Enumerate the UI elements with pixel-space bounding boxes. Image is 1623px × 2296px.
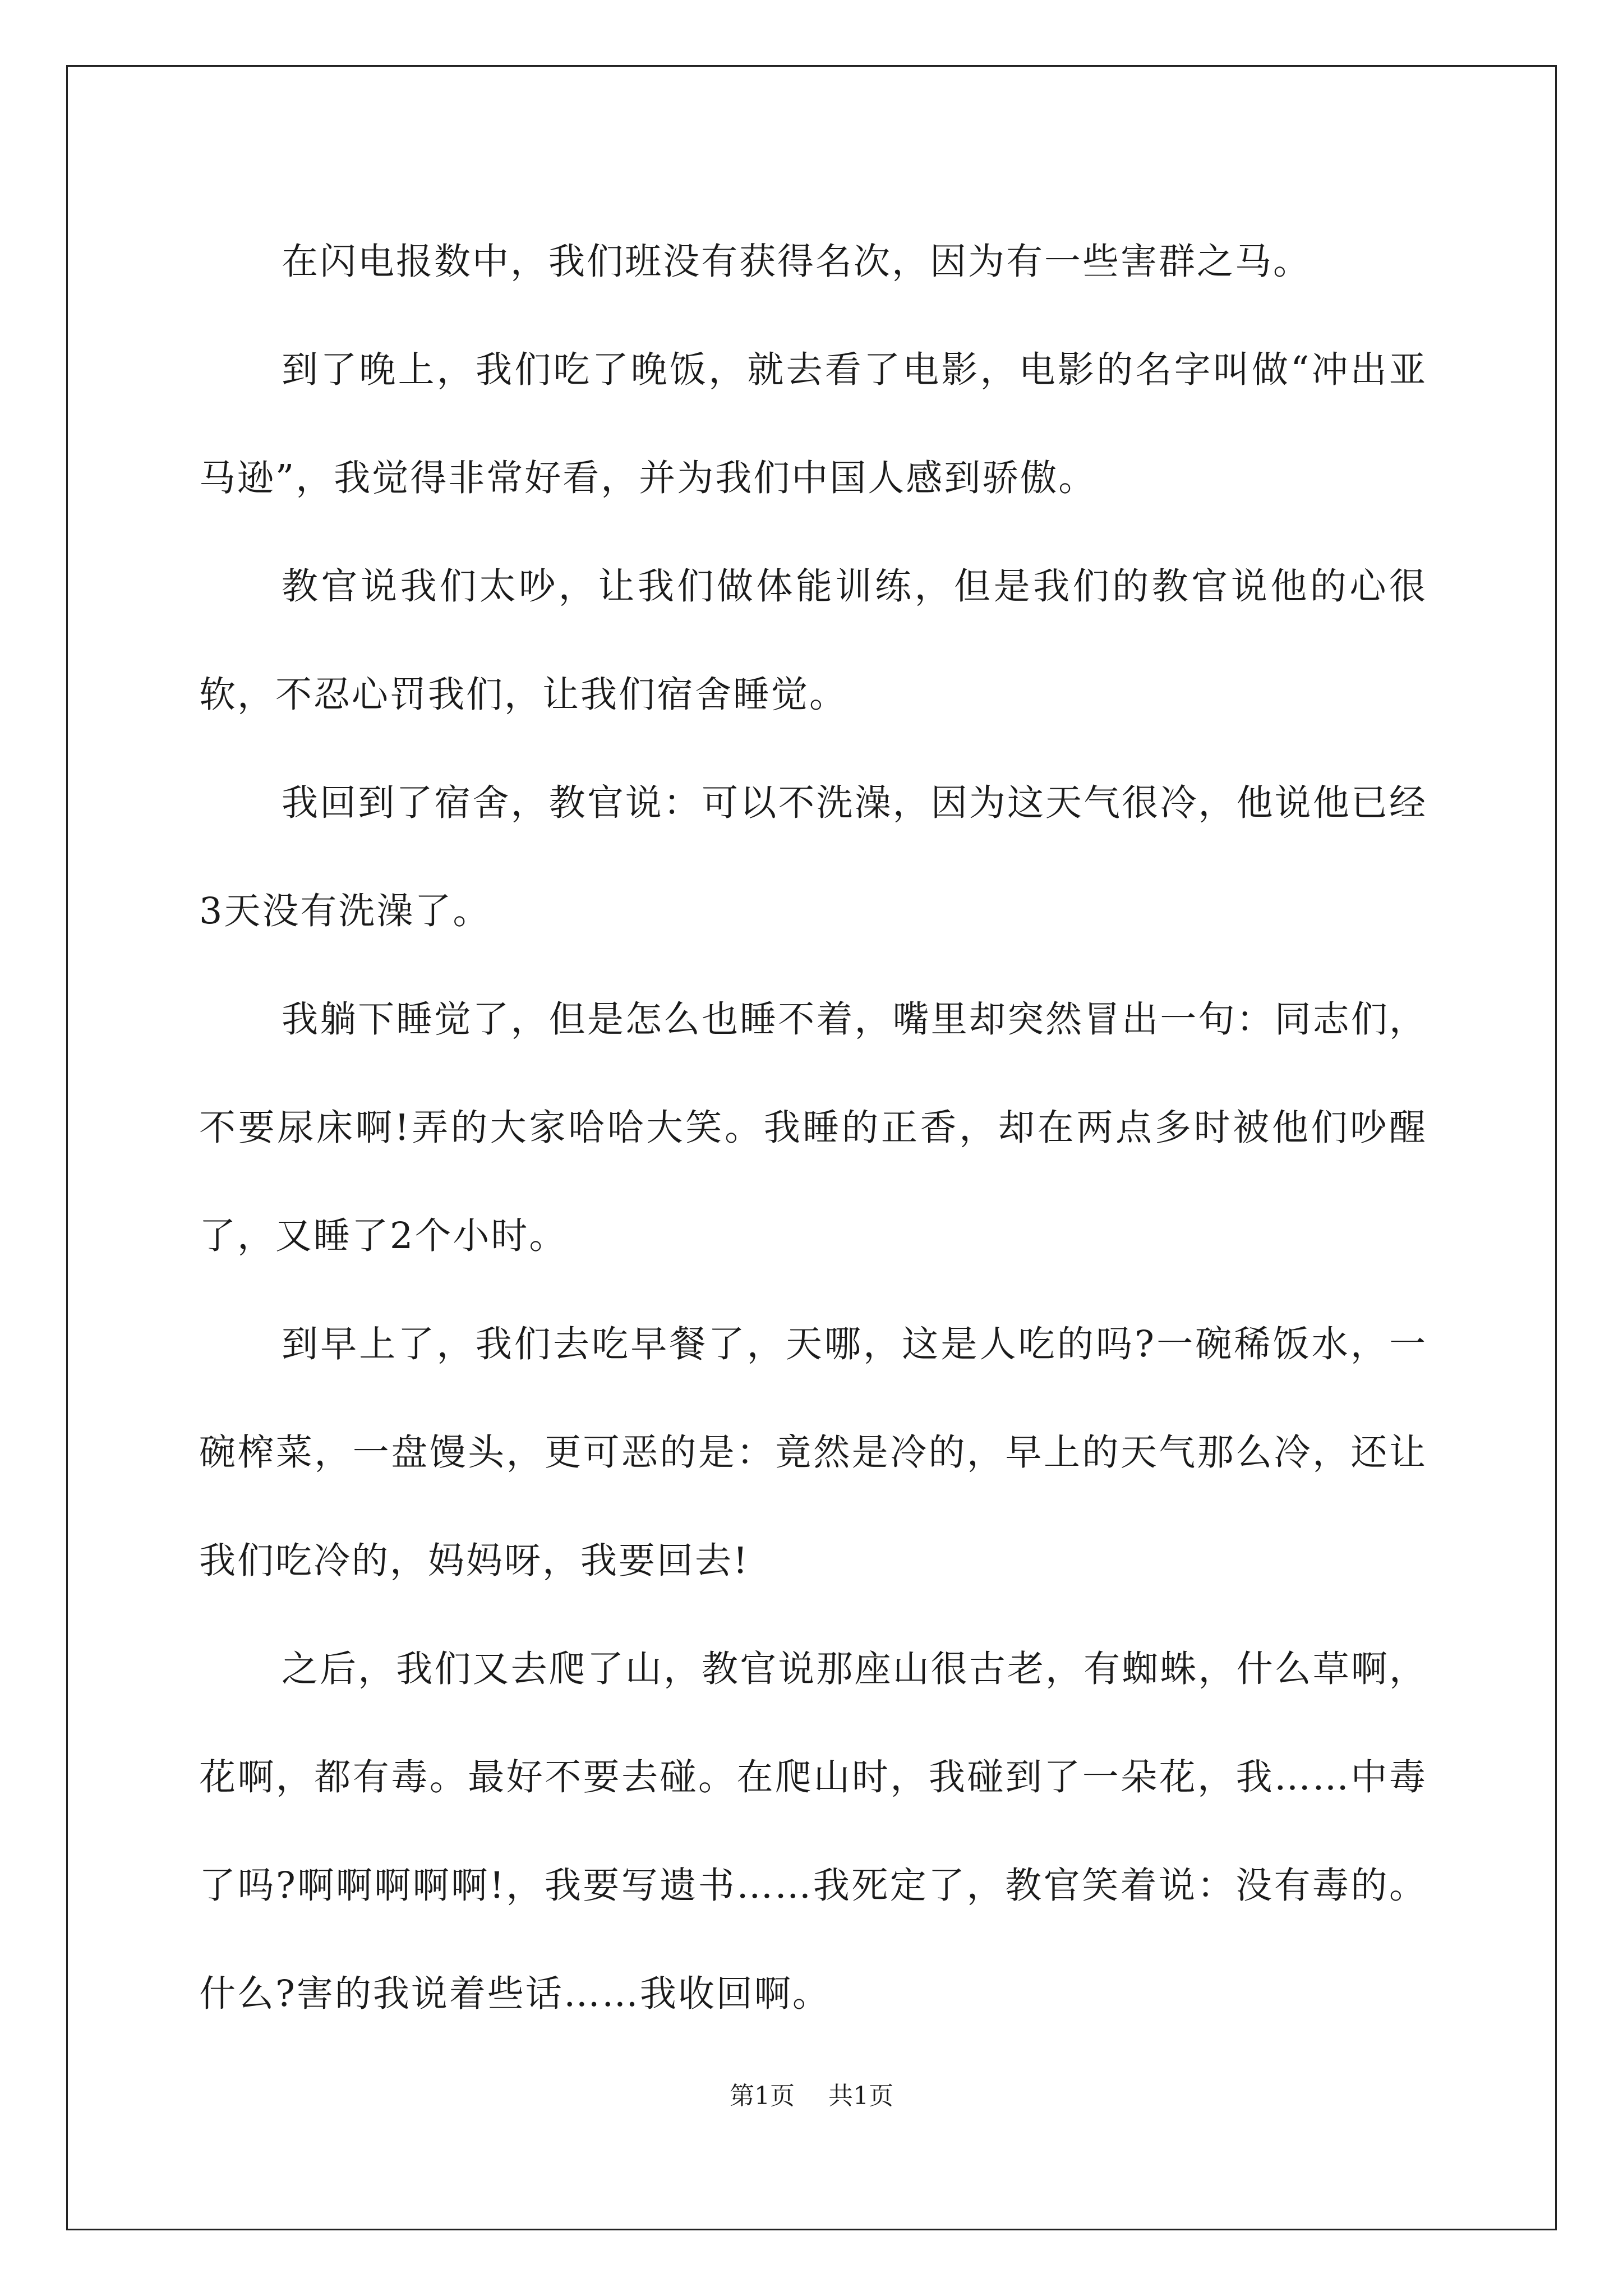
page-number: 第1页: [730, 2082, 795, 2110]
paragraph: 教官说我们太吵，让我们做体能训练，但是我们的教官说他的心很软，不忍心罚我们，让我们宿舍睡觉。: [199, 565, 1427, 716]
page-total: 共1页: [828, 2082, 893, 2110]
paragraph: 我回到了宿舍，教官说：可以不洗澡，因为这天气很冷，他说他已经3天没有洗澡了。: [199, 782, 1427, 932]
paragraph: 到了晚上，我们吃了晚饭，就去看了电影，电影的名字叫做“冲出亚马逊”，我觉得非常好看，并为我们中国人感到骄傲。: [199, 349, 1427, 499]
paragraph: 到早上了，我们去吃早餐了，天哪，这是人吃的吗?一碗稀饭水，一碗榨菜，一盘馒头，更可恶的是：竟然是冷的，早上的天气那么冷，还让我们吃冷的，妈妈呀，我要回去!: [199, 1323, 1427, 1582]
paragraph: 之后，我们又去爬了山，教官说那座山很古老，有蜘蛛，什么草啊，花啊，都有毒。最好不要去碰。在爬山时，我碰到了一朵花，我……中毒了吗?啊啊啊啊啊!，我要写遗书……我死定了，教官笑着说：没有毒的。什么?害的我说着些话……我收回啊。: [199, 1648, 1427, 2015]
page-footer: [0, 2076, 1623, 2111]
paragraph: 在闪电报数中，我们班没有获得名次，因为有一些害群之马。: [282, 241, 1312, 283]
paragraph: 我躺下睡觉了，但是怎么也睡不着，嘴里却突然冒出一句：同志们，不要尿床啊!弄的大家哈哈大笑。我睡的正香，却在两点多时被他们吵醒了，又睡了2个小时。: [199, 999, 1427, 1257]
document-body: [199, 208, 1427, 2048]
